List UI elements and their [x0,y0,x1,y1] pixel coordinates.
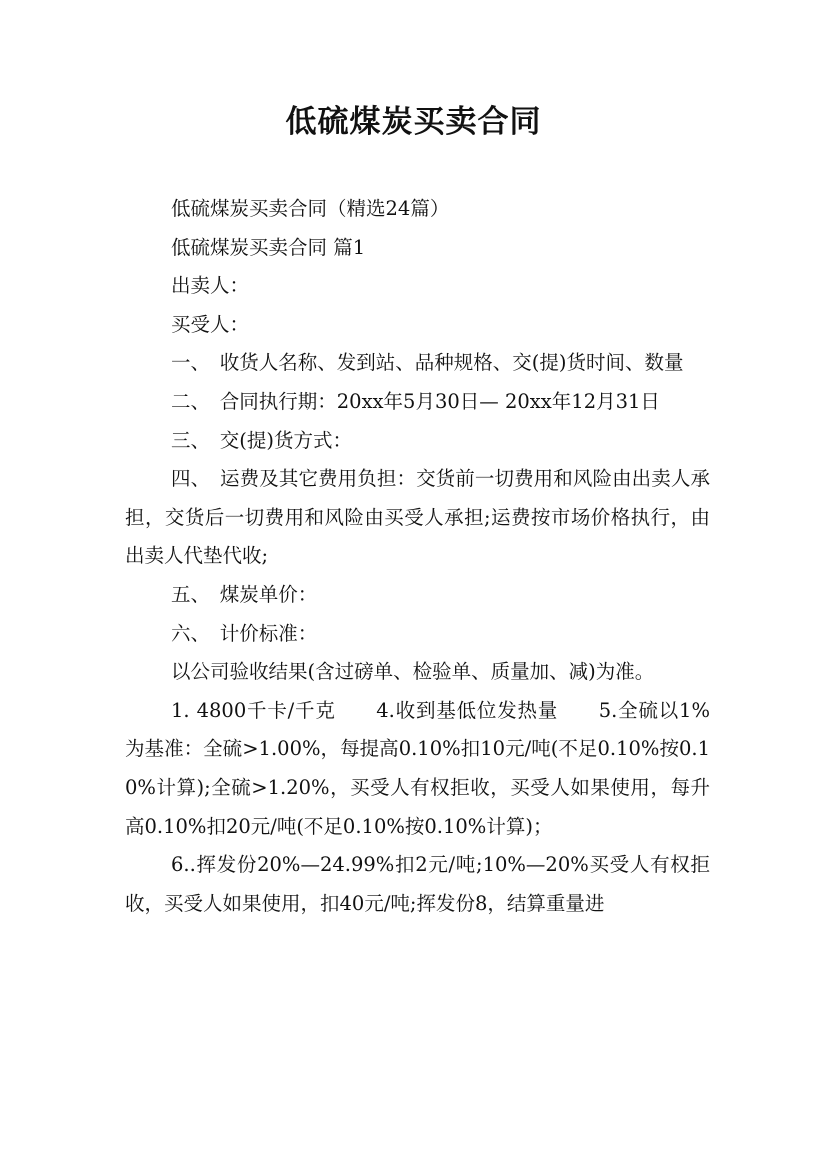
paragraph-buyer: 买受人： [171,312,250,336]
paragraph-clause-1: 一、 收货人名称、发到站、品种规格、交(提)货时间、数量 [171,351,684,375]
paragraph-volatile-matter: 6..挥发份20%—24.99%扣2元/吨;10%—20%买受人有权拒收，买受人如果使用，扣40元/吨;挥发份8，结算重量进 [125,853,710,915]
paragraph-seller: 出卖人： [171,274,250,298]
document-title: 低硫煤炭买卖合同 [285,104,542,140]
paragraph-clause-6: 六、 计价标准： [171,621,318,645]
document-body [125,190,710,923]
paragraph-chapter-heading: 低硫煤炭买卖合同 篇1 [171,235,366,259]
paragraph-clause-4: 四、 运费及其它费用负担：交货前一切费用和风险由出卖人承担，交货后一切费用和风险由买受人承担;运费按市场价格执行，由出卖人代垫代收; [125,467,710,568]
paragraph-clause-3: 三、 交(提)货方式： [171,428,352,452]
paragraph-subtitle: 低硫煤炭买卖合同（精选24篇） [171,197,450,220]
paragraph-pricing-items: 1. 4800千卡/千克 4.收到基低位发热量 5.全硫以1%为基准：全硫>1.00%，每提高0.10%扣10元/吨(不足0.10%按0.10%计算);全硫>1.20%，买受人有权拒收，买受人如果使用，每升高0.10%扣20元/吨(不足0.10%按0.10%计算)； [125,698,710,838]
paragraph-pricing-basis: 以公司验收结果(含过磅单、检验单、质量加、减)为准。 [171,660,655,684]
paragraph-clause-5: 五、 煤炭单价： [171,582,318,606]
paragraph-clause-2: 二、 合同执行期：20xx年5月30日— 20xx年12月31日 [171,389,660,413]
